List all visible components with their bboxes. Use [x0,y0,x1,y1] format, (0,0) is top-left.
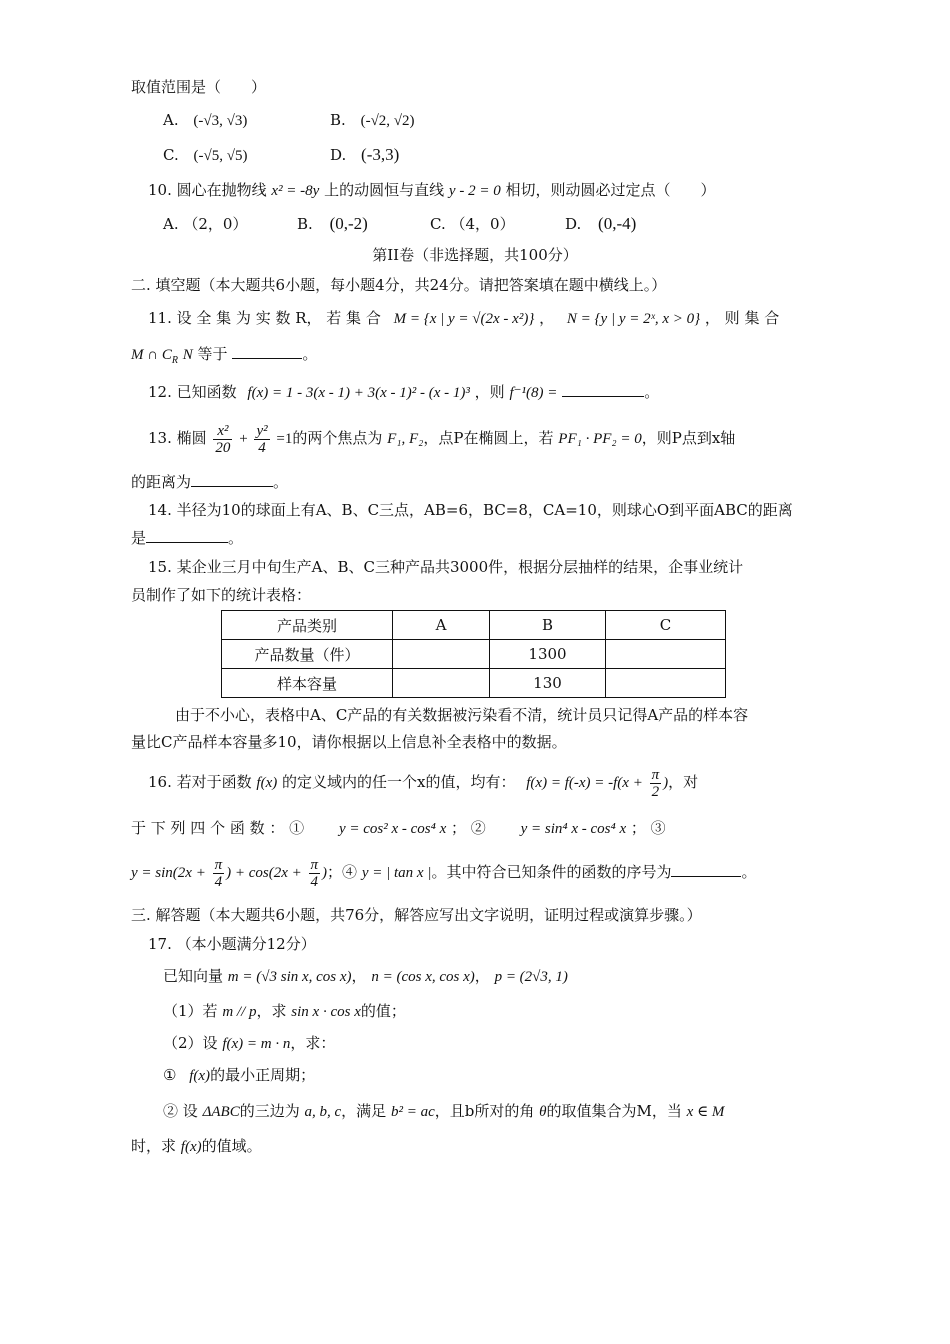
table-cell: 1300 [490,640,606,669]
fraction-pi-2: $\frac{\pi}{2}$ [651,766,660,800]
statistics-table [221,610,726,698]
question-17-part-2: （2）设 f(x) = m · n，求： [163,1034,336,1052]
question-10: 10. 圆心在抛物线 x² = -8y 上的动圆恒与直线 y - 2 = 0 相切，则动圆必过定点（ ） [148,181,716,199]
question-11: 11. 设 全 集 为 实 数 R， 若 集 合 M = {x | y = √(2x - x²)} ， N = {y | y = 2ˣ, x > 0} ， 则 集 合 [148,309,780,327]
question-17-title: 17. （本小题满分12分） [148,935,316,953]
question-15-note-cont: 量比C产品样本容量多10，请你根据以上信息补全表格中的数据。 [131,733,567,751]
question-14: 14. 半径为10的球面上有A、B、C三点，AB=6，BC=8，CA=10，则球心O到平面ABC的距离 [148,501,793,519]
q9-option-d: D. (-3,3) [330,145,400,164]
section-2-header: 二. 填空题（本大题共6小题，每小题4分，共24分。请把答案填在题中横线上。） [131,276,667,294]
q10-option-d: D. (0,-4) [565,214,637,233]
answer-blank-11[interactable] [232,344,302,359]
table-header-cell: C [606,611,726,640]
fraction-y2-4: $\frac{\text{y²}}{4}$ [256,422,268,456]
question-15-cont: 员制作了如下的统计表格： [131,586,312,604]
table-row [222,640,726,669]
question-11-cont: M ∩ $C_R$ N 等于 。 [131,345,318,366]
table-header-row [222,611,726,640]
table-row [222,669,726,698]
question-17-sub-ii-cont: 时，求 f(x)的值域。 [131,1137,262,1155]
q9-option-c: C. (-√5, √5) [163,146,248,164]
fraction-x2-20: $\frac{\text{x²}}{20}$ [215,422,231,456]
question-17-part-1: （1）若 m // p，求 sin x · cos x的值； [163,1002,406,1020]
question-13: 13. 椭圆 $\frac{\text{x²}}{20}$ + $\frac{\text{y²}}{4}$ =1的两个焦点为 F₁, F₂，点P在椭圆上，若 PF₁ · PF₂ = 0，则P点到x轴 [148,422,736,456]
answer-blank-12[interactable] [562,382,644,397]
question-14-cont: 是 。 [131,529,244,547]
question-13-cont: 的距离为 。 [131,473,289,491]
question-17-sub-i: ① f(x)的最小正周期； [163,1066,316,1084]
fraction-pi-4: $\frac{\pi}{4}$ [214,856,223,890]
question-15-note: 由于不小心，表格中A、C产品的有关数据被污染看不清，统计员只记得A产品的样本容 [175,706,749,724]
table-cell: 样本容量 [222,669,393,698]
answer-blank-13[interactable] [191,472,273,487]
question-16: 16. 若对于函数 f(x) 的定义域内的任一个x的值，均有： f(x) = f(-x) = -f(x + $\frac{\pi}{2}$ )，对 [148,766,699,800]
q9-tail: 取值范围是（ ） [131,78,267,96]
table-header-cell: B [490,611,606,640]
table-cell: 产品数量（件） [222,640,393,669]
table-cell [606,640,726,669]
q10-option-a: A. （2，0） [163,215,248,233]
q9-option-a: A. (-√3, √3) [163,111,248,129]
table-header-cell: A [393,611,490,640]
q9-option-b: B. (-√2, √2) [330,111,415,129]
section-3-header: 三. 解答题（本大题共6小题，共76分，解答应写出文字说明，证明过程或演算步骤。） [131,906,702,924]
table-cell [606,669,726,698]
answer-blank-14[interactable] [146,528,228,543]
question-17-sub-ii: ② 设 ΔABC的三边为 a, b, c，满足 b² = ac，且b所对的角 θ的取值集合为M，当 x ∈ M [163,1102,725,1120]
question-17-vectors: 已知向量 m = (√3 sin x, cos x)， n = (cos x, cos x)， p = (2√3, 1) [163,967,568,985]
table-cell: 130 [490,669,606,698]
q10-option-b: B. (0,-2) [297,214,368,233]
part-2-title: 第II卷（非选择题，共100分） [372,246,578,264]
question-16-functions: 于 下 列 四 个 函 数 ： ① y = cos² x - cos⁴ x ； ② y = sin⁴ x - cos⁴ x ； ③ [131,819,666,837]
q10-option-c: C. （4，0） [430,215,515,233]
question-15: 15. 某企业三月中旬生产A、B、C三种产品共3000件，根据分层抽样的结果，企事业统计 [148,558,744,576]
table-cell [393,640,490,669]
question-16-cont: y = sin(2x + $\frac{\pi}{4}$ ) + cos(2x + $\frac{\pi}{4}$ )；④ y = | tan x |。其中符合已知条件的函数的序号为 。 [131,856,757,890]
question-12: 12. 已知函数 f(x) = 1 - 3(x - 1) + 3(x - 1)² - (x - 1)³ ，则 f⁻¹(8) = 。 [148,383,660,401]
table-header-cell: 产品类别 [222,611,393,640]
answer-blank-16[interactable] [671,862,741,877]
fraction-pi-4: $\frac{\pi}{4}$ [310,856,319,890]
table-cell [393,669,490,698]
